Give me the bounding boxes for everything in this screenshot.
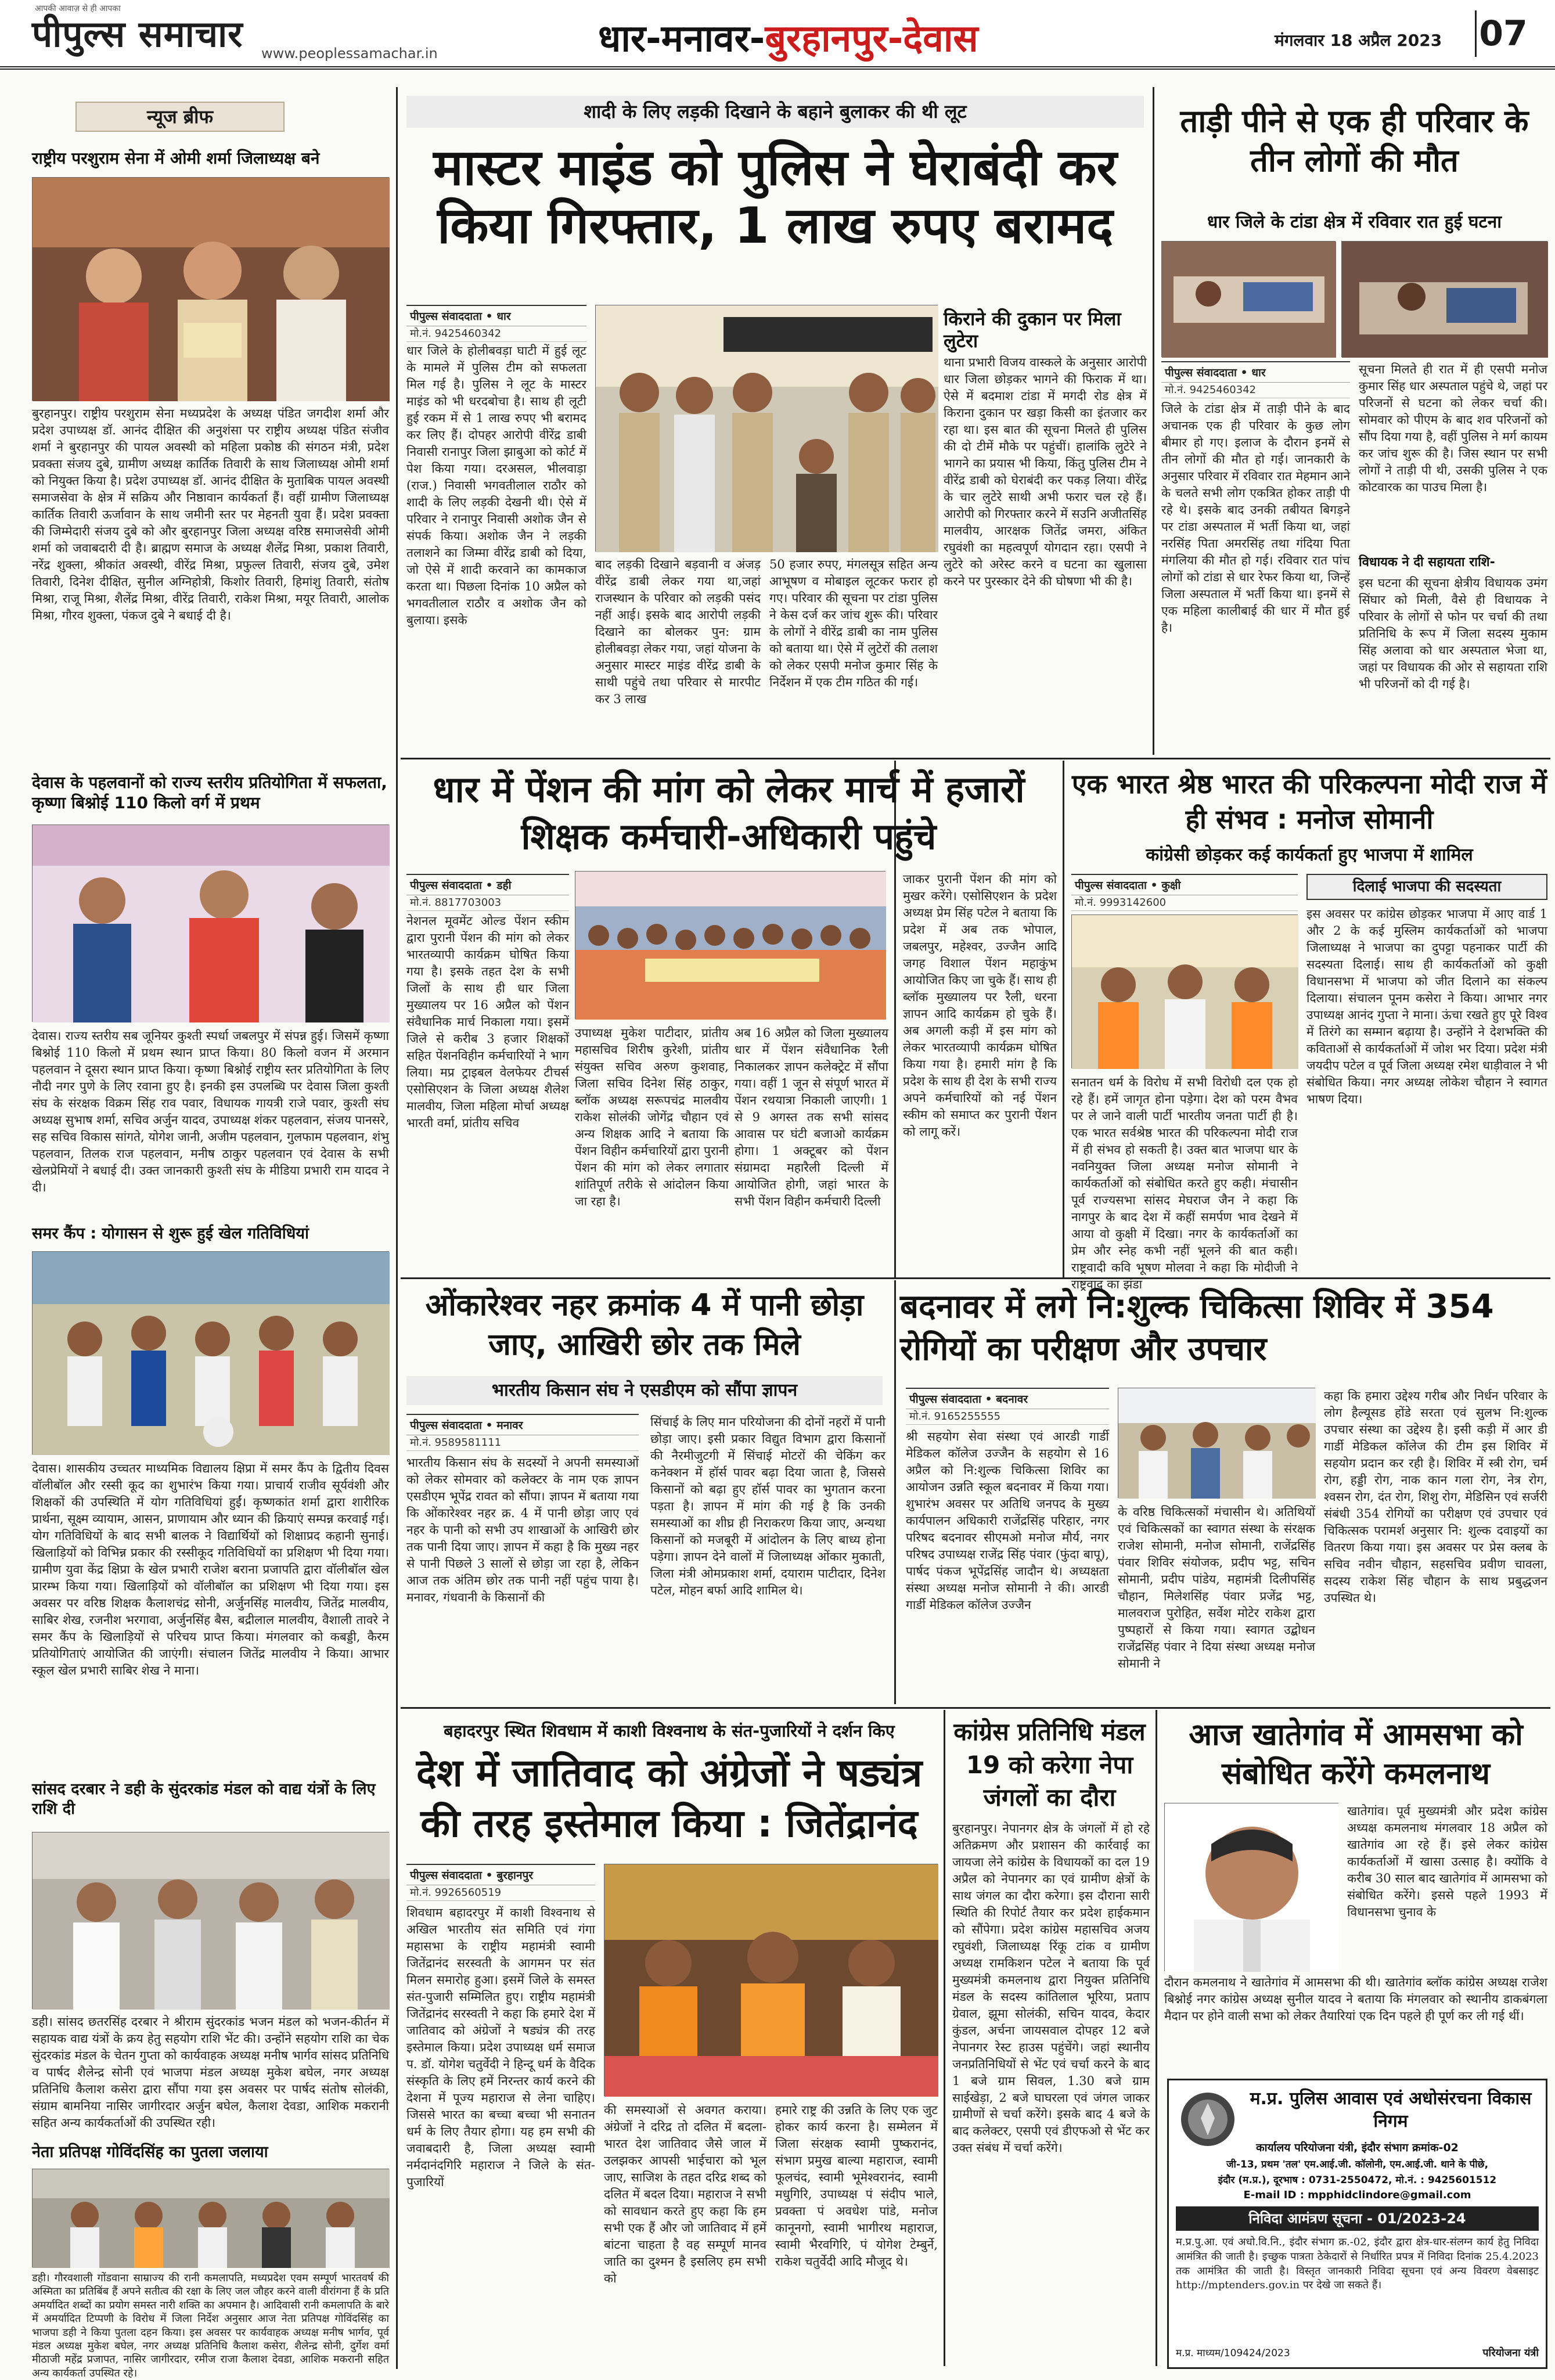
lead-byline — [406, 305, 586, 326]
brief-4-body: डही। सांसद छतरसिंह दरबार ने श्रीराम सुंदरकांड भजन मंडल को भजन-कीर्तन में सहायक वाद्य यंत्रों के क्रय हेतु सहयोग राशि भेंट की। उन्होंने सहयोग राशि का चेक सुंदरकांड मंडल के चेतन गुप्ता को कार्यवाहक अध्यक्ष मनीष भार्गव सांसद प्रतिनिधि व पार्षद शैलेन्द्र सोनी एवं भाजपा मंडल अध्यक्ष मुकेश बघेल, नगर अध्यक्ष प्रतिनिधि कैलाश कसेरा द्वारा सौंपा गया इस अवसर पर पार्षद संतोष सोलंकी, संग्राम बामनिया नासिर जागीरदार अर्जुन बघेल, कैलाश देवडा, आशिक मकरानी सहित अन्य कार्यकर्ताओं की उपस्थित रही। — [32, 2015, 389, 2130]
edition-title — [598, 12, 978, 62]
jitendra-byline — [406, 1864, 595, 1885]
logo-tagline: आपकी आवाज़ से ही आपका — [35, 4, 121, 13]
pension-byline-text: पीपुल्स संवाददाता • डही — [410, 879, 512, 892]
column-rule-right-top — [1153, 87, 1154, 755]
somani-subhead: कांग्रेसी छोड़कर कई कार्यकर्ता हुए भाजपा में शामिल — [1146, 845, 1473, 865]
jitendra-col-3: हमारे राष्ट्र की उन्नति के लिए एक जुट होकर कार्य करना है। सम्मेलन में जिला संरक्षक स्वामी पुष्करानंद, संभाग प्रमुख बाल्या महाराज, स्वामी फूलचंद, स्वामी भूमेश्वरानंद, स्वामी मधुगिरि, उपाध्यक्ष पं संदीप भाले, प्रवक्ता पं अवधेश पांडे, मनोज कानूनगो, स्वामी भागीरथ महाराज, स्वामी भैरवगिरि, पं योगेश टेम्बुर्ने, राकेश चतुर्वेदी आदि मौजूद थे। — [775, 2103, 938, 2269]
brief-1-photo — [32, 177, 389, 401]
camp-headline: बदनावर में लगे नि:शुल्क चिकित्सा शिविर में 354 रोगियों का परीक्षण और उपचार — [900, 1288, 1494, 1368]
toddy-subhead: धार जिले के टांडा क्षेत्र में रविवार रात हुई घटना — [1207, 212, 1502, 232]
brief-1-body: बुरहानपुर। राष्ट्रीय परशुराम सेना मध्यप्रदेश के अध्यक्ष पंडित जगदीश शर्मा और प्रदेश उपाध्यक्ष डॉ. आनंद दीक्षित की अनुशंसा पर राष्ट्रीय अध्यक्ष पंडित संजीव शर्मा ने बुरहानपुर की पायल अवस्थी को महिला प्रकोष्ठ की संगठन मंत्री, प्रदेश प्रवक्ता संजय दुबे, ग्रामीण अध्यक्ष कार्तिक तिवारी के साथ जिलाध्यक्ष ओमी शर्मा को नियुक्त किया है। प्रदेश उपाध्यक्ष डॉ. आनंद दीक्षित के मुताबिक पायल अवस्थी समाजसेवा के क्षेत्र में सक्रिय और निष्ठावान कार्यकर्ता हैं। वहीं ग्रामीण जिलाध्यक्ष कार्तिक तिवारी ऊर्जावान के साथ जमीनी स्तर पर मेहनती युवा हैं। प्रदेश प्रवक्ता की जिम्मेदारी संजय दुबे को और बुरहानपुर जिला अध्यक्ष वरिष्ठ समाजसेवी ओमी शर्मा को जवाबदारी दी है। ब्राह्मण समाज के अध्यक्ष शैलेंद्र मिश्रा, प्रकाश तिवारी, नरेंद्र शुक्ला, श्रीकांत अवस्थी, वीरेंद्र मिश्रा, प्रफुल्ल तिवारी, संजय दुबे, उमेश तिवारी, दिनेश दीक्षित, सुनील अग्निहोत्री, किशोर तिवारी, हिमांशु तिवारी, संतोष मिश्रा, राजू मिश्रा, शैलेंद्र मिश्रा, वीरेंद्र तिवारी, राकेश मिश्रा, मयूर तिवारी, आलोक मिश्रा, गौरव शुक्ला, पंकज दुबे ने बधाई दी है। — [32, 406, 389, 622]
page-number: 07 — [1475, 10, 1530, 57]
jitendra-byline-text: पीपुल्स संवाददाता • बुरहानपुर — [410, 1869, 534, 1882]
section-rule-2 — [401, 1277, 1550, 1279]
lead-col-4: थाना प्रभारी विजय वास्कले के अनुसार आरोपी धार जिला छोड़कर भागने की फिराक में था। ऐसे में बदमाश टांडा में मगदी रोड क्षेत्र में किराना दुकान पर खड़ा किसी का इंतजार कर रहा था। इस बात की सूचना मिलते ही पुलिस की दो टीमें मौके पर पहुंचीं। हालांकि लुटेरे ने भागने का प्रयास भी किया, किंतु पुलिस टीम ने वीरेंद्र डाबी को घेराबंदी कर पकड़ लिया। वीरेंद्र के चार लुटेरे साथी अभी फरार चल रहे हैं। आरोपी को गिरफ्तार करने में सउनि अजीतसिंह मालवीय, आरक्षक जितेंद्र जमरा, अंकित रघुवंशी का महत्वपूर्ण योगदान रहा। एसपी ने लुटेरे को अरेस्ट करने व घटना का खुलासा करने पर पुरस्कार देने की घोषणा भी की है। — [944, 355, 1147, 588]
jitendra-photo — [604, 1864, 938, 2096]
brief-3-body: देवास। शासकीय उच्चतर माध्यमिक विद्यालय क्षिप्रा में समर कैंप के द्वितीय दिवस वॉलीबॉल और रस्सी कूद का शुभारंभ किया गया। प्राचार्य राजीव सूर्यवंशी और शिक्षकों की उपस्थिति में योग गतिविधियां हुईं। कृष्णकांत शर्मा द्वारा शारीरिक प्रार्थना, सूक्ष्म व्यायाम, आसन, प्राणायाम और ध्यान की क्रियाएं सम्पन्न करवाई गई। योग गतिविधियों के बाद सभी बालक ने विद्यार्थियों को शिक्षाप्रद कहानी सुनाई।खिलाड़ियों को विभिन्न प्रकार की रस्सीकूद गतिविधियों का प्रशिक्षण भी दिया गया। ग्रामीण युवा केंद्र क्षिप्रा के खेल प्रभारी राजेश बराना प्रजापति द्वारा वॉलीबॉल खेल प्रारम्भ किया गया। खिलाड़ियों को वॉलीबॉल का प्रशिक्षण भी दिया गया। इस अवसर पर वरिष्ठ शिक्षक कैलाशचंद्र सोनी, अर्जुनसिंह मालवीय, जितेंद्र मालवीय, साबिर शेख, रजनीश भरगावा, अर्जुनसिंह बैस, बद्रीलाल मालवीय, वैशाली तावरे ने समर कैंप के खिलाड़ियों से परिचय प्राप्त किया। मंगलवार को कबड्डी, कैरम प्रतियोगिताएं आयोजित की जाएंगी। संचालन जितेंद्र मालवीय ने किया। आभार स्कूल खेल प्रभारी साबिर शेख ने माना। — [32, 1461, 389, 1677]
canal-subhead: भारतीय किसान संघ ने एसडीएम को सौंपा ज्ञापन — [406, 1376, 883, 1405]
brief-5-headline: नेता प्रतिपक्ष गोविंदसिंह का पुतला जलाया — [32, 2143, 268, 2161]
pension-headline: धार में पेंशन की मांग को लेकर मार्च में हजारों शिक्षक कर्मचारी-अधिकारी पहुंचे — [433, 768, 1025, 858]
column-rule-pension — [1063, 761, 1064, 1277]
jitendra-mobile: मो.नं. 9926560519 — [406, 1884, 595, 1901]
issue-date: मंगलवार 18 अप्रैल 2023 — [1275, 31, 1442, 50]
lead-headline: मास्टर माइंड को पुलिस ने घेराबंदी कर किया गिरफ्तार, 1 लाख रुपए बरामद — [433, 139, 1117, 255]
kamalnath-col-2: दौरान कमलनाथ ने खातेगांव में आमसभा की थी। खातेगांव ब्लॉक कांग्रेस अध्यक्ष राजेश बिश्नोई नगर कांग्रेस अध्यक्ष सुनील यादव ने बताया कि मंगलवार को स्थानीय डाकबंगला मैदान पर होने वाली सभा को लेकर तैयारियां एक दिन पहले ही पूर्ण कर ली गई थीं। — [1164, 1975, 1547, 2023]
tender-city: इंदौर (म.प्र.), दूरभाष : 0731-2550472, मो.नं. : 9425601512 — [1218, 2174, 1497, 2186]
toddy-byline-text: पीपुल्स संवाददाता • धार — [1165, 366, 1266, 379]
pension-col-4: जाकर पुरानी पेंशन की मांग को मुखर करेंगे। एसोसिएशन के प्रदेश अध्यक्ष प्रेम सिंह पटेल ने बताया कि प्रदेश में अब तक भोपाल, जबलपुर, महेश्वर, उज्जैन आदि जगह विशाल पेंशन महाकुंभ आयोजित किए जा चुके हैं। साथ ही ब्लॉक मुख्यालय पर रैली, धरना ज्ञापन आदि कार्यक्रम हो चुके हैं। अब अगली कड़ी में इस मांग को लेकर भारतव्यापी कार्यक्रम घोषित किया गया है। हमारी मांग है कि प्रदेश के साथ ही देश के सभी राज्य अपने कर्मचारियों को नई पेंशन स्कीम को समाप्त कर पुरानी पेंशन को लागू करें। — [903, 872, 1057, 1139]
camp-photo — [1118, 1388, 1315, 1498]
lead-col-1: धार जिले के होलीबवड़ा घाटी में हुई लूट के मामले में पुलिस टीम को सफलता मिल गई है। पुलिस ने लूट के मास्टर माइंड को भी धरदबोचा है। साथ ही लूटी हुई रकम में से 1 लाख रुपए भी बरामद कर लिए हैं। दोपहर आरोपी वीरेंद्र डाबी निवासी रानापुर जिला झाबुआ को कोर्ट में पेश किया गया। दरअसल, भीलवाड़ा (राज.) निवासी भगवतीलाल राठौर को शादी के लिए लड़की देखनी थी। ऐसे में परिवार ने रानापुर निवासी अशोक जैन से संपर्क किया। अशोक जैन ने लड़की तलाशने का जिम्मा वीरेंद्र डाबी को दिया, जो ऐसे में शादी करवाने का कामकाज करता था। पिछला दिनांक 10 अप्रैल को भगवतीलाल राठौर व अशोक जैन को बुलाया। इसके — [406, 344, 586, 627]
somani-headline: एक भारत श्रेष्ठ भारत की परिकल्पना मोदी राज में ही संभव : मनोज सोमानी — [1072, 768, 1547, 835]
toddy-photo-2 — [1341, 241, 1547, 357]
pension-col-2: उपाध्यक्ष मुकेश पाटीदार, प्रांतीय महासचिव शिरीष कुरेशी, प्रांतीय संयुक्त सचिव अरुण कुशवाह, जिला सचिव दिनेश सिंह ठाकुर, ब्लॉक अध्यक्ष सरूपचंद्र मालवीय राकेश सोलंकी जोगेंद्र चौहान एवं अन्य शिक्षक आदि ने बताया कि पेंशन विहीन कर्मचारियों द्वारा पुरानी पेंशन की मांग को लेकर लगातार शांतिपूर्ण तरीके से आंदोलन किया जा रहा है। — [575, 1026, 729, 1208]
edition-title-red: बुरहानपुर-देवास — [765, 17, 978, 60]
lead-photo — [595, 305, 938, 552]
brief-3-headline: समर कैंप : योगासन से शुरू हुई खेल गतिविधियां — [32, 1225, 309, 1243]
toddy-byline — [1161, 361, 1350, 383]
jitendra-col-2: की समस्याओं से अवगत कराया। अंग्रेजों ने दरिद्र तो दलित में बदला- भारत देश जातिवाद जैसे जाल में उलझकर आपसी भाईचारा को भूल जाए, साजिश के तहत दरिद्र शब्द को दलित में बदल दिया। महाराज ने सभी को सावधान करते हुए कहा कि हम सभी एक हैं और जो जातिवाद में हमें बांटना चाहता है वह सम्पूर्ण मानव जाति का दुश्मन है इसलिए हम सभी को — [604, 2103, 766, 2285]
jitendra-col-1: शिवधाम बहादरपुर में काशी विश्वनाथ से अखिल भारतीय संत समिति एवं गंगा महासभा के राष्ट्रीय महामंत्री स्वामी जितेंद्रानंद सरस्वती के आगमन पर संत मिलन समारोह हुआ। इसमें जिले के समस्त संत-पुजारी सम्मिलित हुए। राष्ट्रीय महामंत्री जितेंद्रानंद सरस्वती ने कहा कि हमारे देश में जातिवाद को अंग्रेजों ने षड्यंत्र की तरह इस्तेमाल किया। प्रदेश उपाध्यक्ष धर्म समाज प. डॉ. योगेश चतुर्वेदी ने हिन्दू धर्म के वैदिक संस्कृति के लिए हमें निरन्तर कार्य करने की देशना में पूज्य महाराज से लेना चाहिए। जिससे भारत का बच्चा बच्चा भी सनातन धर्म के लिए तैयार होगा। यह हम सभी की जवाबदारी है, जिला अध्यक्ष स्वामी नर्मदानंदगिरि महाराज ने जिले के संत-पुजारियों — [406, 1906, 595, 2189]
pension-col-3: अब 16 अप्रैल को जिला मुख्यालय धार में पेंशन संवैधानिक रैली निकालकर ज्ञापन कलेक्ट्रेट में सौंपा गया। वहीं 1 जून से संपूर्ण भारत में पेंशन रथयात्रा निकाली जाएगी। 1 से 9 अगस्त तक सभी सांसद आवास पर घंटी बजाओ कार्यक्रम होगा। 1 अक्टूबर को पेंशन संग्रामदा महारैली दिल्ली में आयोजित होगी, जहां भारत के सभी पेंशन विहीन कर्मचारी दिल्ली — [735, 1026, 888, 1208]
canal-col-1: भारतीय किसान संघ के सदस्यों ने अपनी समस्याओं को लेकर सोमवार को कलेक्टर के नाम एक ज्ञापन एसडीएम भूपेंद्र रावत को सौंपा। ज्ञापन में बताया गया कि ओंकारेश्वर नहर क्र. 4 में पानी छोड़ा जाए एवं नहर के पानी को सभी उप शाखाओं के आखिरी छोर तक पानी दिया जाए। ज्ञापन में कहा है कि मुख्य नहर से पानी पिछले 3 सालों से छोड़ा जा रहा है, लेकिन आज तक अंतिम छोर तक पानी नहीं पहुंच पाया है। मनावर, गंधवानी के किसानों की — [406, 1456, 639, 1604]
toddy-col-3: इस घटना की सूचना क्षेत्रीय विधायक उमंग सिंघार को मिली, वैसे ही विधायक ने परिवार के लोगों से फोन पर चर्चा की तथा प्रतिनिधि के रूप में जिला सदस्य मुकाम सिंह अलावा को धार अस्पताल भेजा था, जहां पर विधायक की ओर से सहायता राशि भी परिजनों को दी गई है। — [1359, 576, 1547, 691]
somani-photo — [1071, 914, 1298, 1068]
somani-byline-text: पीपुल्स संवाददाता • कुक्षी — [1075, 879, 1181, 892]
column-rule-mid-2 — [894, 1280, 896, 1704]
section-rule-1 — [401, 758, 1550, 759]
camp-mobile: मो.नं. 9165255555 — [906, 1408, 1109, 1425]
column-rule-mid-4 — [1156, 1710, 1157, 2366]
canal-mobile: मो.नं. 9589581111 — [406, 1434, 639, 1451]
somani-col-2: इस अवसर पर कांग्रेस छोड़कर भाजपा में आए वार्ड 1 और 2 के कई मुस्लिम कार्यकर्ताओं को भाजपा जिलाध्यक्ष ने भाजपा का दुपट्टा पहनाकर पार्टी की सदस्यता दिलाई। साथ ही कार्यकर्ताओं को कुक्षी विधानसभा में भाजपा को जीत दिलाने का संकल्प दिलाया। संचालन पूनम कसेरा ने किया। आभार नगर उपाध्यक्ष आनंद गुप्ता ने माना। ऊंचा रखते हुए पूरे विश्व में तिरंगे का सम्मान बढ़ाया है। उन्होंने ने देशभक्ति की कविताओं से कार्यकर्ताओं में जोश भर दिया। प्रदेश मंत्री जयदीप पटेल व पूर्व जिला अध्यक्ष रमेश धाड़ीवाल ने भी संबोधित किया। नगर अध्यक्ष लोकेश चौहान ने स्वागत भाषण दिया। — [1306, 907, 1547, 1106]
toddy-col-1: जिले के टांडा क्षेत्र में ताड़ी पीने के बाद अचानक एक ही परिवार के कुछ लोग बीमार हो गए। इलाज के दौरान इनमें से तीन लोगों की मौत हो गई। जानकारी के अनुसार परिवार में रविवार रात मेहमान आने के चलते सभी लोग एकत्रित होकर ताड़ी पी रहे थे। इसके बाद उनकी तबीयत बिगड़ने पर टांडा अस्पताल में भर्ती किया था, जहां नरसिंह पिता अमरसिंह तथा गंदिया पिता मंगलिया की मौत हो गई। रविवार रात पांच लोगों को टांडा से धार रेफर किया था, जिन्हें जिला अस्पताल में भर्ती किया था। इनमें से एक महिला कालीबाई की धार में मौत हुई है। — [1161, 402, 1350, 635]
camp-byline-text: पीपुल्स संवाददाता • बदनावर — [909, 1393, 1028, 1406]
canal-col-2: सिंचाई के लिए मान परियोजना की दोनों नहरों में पानी छोड़ा जाए। इसी प्रकार विद्युत विभाग द्वारा किसानों की नैरमीजुटगी में सिंचाई मोटरों की चेकिंग कर कनेक्शन में हॉर्स पावर बढ़ा दिया जाता है, जिससे किसानों को बढ़ा हुए हॉर्स पावर का भुगतान करना पड़ता है। ज्ञापन में मांग की गई है कि उनकी समस्याओं का शीघ्र ही निराकरण किया जाए, अन्यथा किसानों को मजबूरी में आंदोलन के लिए बाध्य होना पड़ेगा। ज्ञापन देने वालों में जिलाध्यक्ष ओंकार मुकाती, जिला मंत्री ओमप्रकाश शर्मा, दयाराम पाटीदार, दिनेश पटेल, मोहन बर्फा आदि शामिल थे। — [650, 1415, 886, 1597]
lead-col-2: बाद लड़की दिखाने बड़वानी व अंजड़ वीरेंद्र डाबी लेकर गया था,जहां राजस्थान के परिवार को लड़की पसंद नहीं आई। इसके बाद आरोपी लड़की दिखाने का बोलकर पुन: ग्राम होलीबवड़ा लेकर गया, जहां योजना के अनुसार मास्टर माइंड वीरेंद्र डाबी के साथी पहुंचे तथा परिवार से मारपीट कर 3 लाख — [595, 557, 761, 706]
brief-4-headline: सांसद दरबार ने डही के सुंदरकांड मंडल को वाद्य यंत्रों के लिए राशि दी — [32, 1780, 376, 1818]
camp-byline — [906, 1388, 1109, 1409]
brief-2-body: देवास। राज्य स्तरीय सब जूनियर कुश्ती स्पर्धा जबलपुर में संपन्न हुई। जिसमें कृष्णा बिश्नोई 110 किलो में प्रथम स्थान प्राप्त किया। 80 किलो वजन में अरमान पहलवान ने दूसरा स्थान प्राप्त किया। कृष्णा बिश्नोई राष्ट्रीय स्तर प्रतियोगिता के लिए नौदी नगर पुणे के लिए रवाना हुए है। इनकी इस उपलब्धि पर देवास जिला कुश्ती संघ के संरक्षक विक्रम सिंह राव पवार, विधायक गायत्री राजे पवार, कुश्ती संघ अध्यक्ष सुभाष शर्मा, सचिव अर्जुन यादव, उपाध्यक्ष शंकर पहलवान, संजय पानसरे, सह सचिव विकास सांगते, योगेश जानी, अजीम पहलवान, गुलफाम पहलवान, शंभु पहलवान, तिलक राज पहलवान, मनीष ठाकुर पहलवान एवं देवास के सभी खेलप्रेमियों ने बधाई दी। उक्त जानकारी कुश्ती संघ के मीडिया प्रभारी राम यादव ने दी। — [32, 1029, 389, 1194]
newspaper-logo: पीपुल्स समाचार — [32, 13, 243, 55]
somani-col-1: सनातन धर्म के विरोध में सभी विरोधी दल एक हो रहे हैं। हमें जागृत होना पड़ेगा। देश को परम वैभव पर ले जाने वाली पार्टी भारतीय जनता पार्टी ही है। एक भारत सर्वश्रेष्ठ भारत की परिकल्पना मोदी राज में ही संभव हो सकती है। उक्त बात भाजपा धार के नवनियुक्त जिला अध्यक्ष मनोज सोमानी ने कार्यकर्ताओं को संबोधित करते हुए कही। मंचासीन पूर्व राज्यसभा सांसद मेघराज जैन ने कहा कि नागपुर के बाद देश में कहीं समर्पण भाव देखने में आया वो कुक्षी में दिखा। नगर के कार्यकर्ताओं का प्रेम और स्नेह कभी नहीं भूलने की बात कही। राष्ट्रवादी कवि भूषण मोलवा ने कहा कि मोदीजी ने राष्ट्रवाद का झंडा — [1071, 1075, 1298, 1291]
brief-5-photo — [32, 2169, 389, 2267]
brief-3-photo — [32, 1251, 389, 1454]
pension-byline — [406, 874, 569, 895]
nepa-body: बुरहानपुर। नेपानगर क्षेत्र के जंगलों में हो रहे अतिक्रमण और प्रशासन की कार्रवाई का जायजा लेने कांग्रेस के विधायकों का दल 19 अप्रैल को नेपानगर का एवं ग्रामीण क्षेत्रों के साथ जंगल का दौरा करेगा। इस दौराना सारी स्थिति की रिपोर्ट तैयार कर प्रदेश हाईकमान को सौंपेगा। प्रदेश कांग्रेस महासचिव अजय रघुवंशी, जिलाध्यक्ष रिंकू टांक व ग्रामीण अध्यक्ष रामकिशन पटेल ने बताया कि पूर्व मुख्यमंत्री कमलनाथ द्वारा नियुक्त प्रतिनिधि मंडल के सदस्य कांतिलाल भूरिया, प्रताप ग्रेवाल, झूमा सोलंकी, सचिन यादव, केदार कुंडल, अर्चना जायसवाल दोपहर 12 बजे नेपानगर रेस्ट हाउस पहुंचेंगे। जहां स्थानीय जनप्रतिनिधियों से भेंट एवं चर्चा करने के बाद 1 बजे ग्राम सिवल, 1.30 बजे ग्राम साईखेड़ा, 2 बजे घाघरला एवं जंगल जाकर ग्रामीणों से चर्चा करेंगे। इसके बाद 4 बजे के बाद कलेक्टर, एसपी एवं डीएफओ से भेंट कर उक्त संबंध में चर्चा करेंगे। — [952, 1821, 1150, 2155]
edition-title-black: धार-मनावर- — [598, 17, 765, 60]
tender-office: कार्यालय परियोजना यंत्री, इंदौर संभाग क्रमांक-02 — [1256, 2141, 1459, 2154]
pension-mobile: मो.नं. 8817703003 — [406, 894, 569, 911]
jitendra-kicker: बहादरपुर स्थित शिवधाम में काशी विश्वनाथ के संत-पुजारियों ने दर्शन किए — [444, 1721, 895, 1741]
camp-col-3: कहा कि हमारा उद्देश्य गरीब और निर्धन परिवार के लोग हैल्यूसड होंडे सरता एवं सुलभ नि:शुल्क उपचार संस्था का उद्देश्य है। इसी कड़ी में आर डी गार्डी मेडिकल कॉलेज की टीम इस शिविर में सहयोग प्रदान कर रही है। शिविर में स्त्री रोग, चर्म रोग, हड्डी रोग, नाक कान गला रोग, नेत्र रोग, श्वसन रोग, दंत रोग, शिशु रोग, मेडिसिन एवं सर्जरी संबंधी 354 रोगियों का परीक्षण एवं उपचार एवं चिकित्सक परामर्श अनुसार नि: शुल्क दवाइयों का वितरण किया गया। इस अवसर पर प्रेस क्लब के सचिव नवीन चौहान, सहसचिव प्रवीण चावला, सदस्य राकेश सिंह चौहान के साथ प्रबुद्धजन उपस्थित थे। — [1324, 1389, 1547, 1605]
somani-mobile: मो.नं. 9993142600 — [1071, 894, 1298, 911]
tender-footer-right: परियोजना यंत्री — [1482, 2347, 1539, 2359]
toddy-photo-1 — [1161, 241, 1336, 357]
camp-col-1: श्री सहयोग सेवा संस्था एवं आरडी गार्डी मेडिकल कॉलेज उज्जैन के सहयोग से 16 अप्रैल को नि:शुल्क चिकित्सा शिविर का आयोजन उन्नति स्कूल बदनावर में किया गया। शुभारंभ अवसर पर अतिथि जनपद के मुख्य कार्यपालन अधिकारी राजेंद्रसिंह परिहार, नगर परिषद बदनावर सीएमओ मनोज मौर्य, नगर परिषद उपाध्यक्ष राजेंद्र सिंह पंवार (फुंदा बापू), पार्षद पंकज भूपेंद्रसिंह जादौन थे। अध्यक्षता संस्था अध्यक्ष मनोज सोमानी ने की। आरडी गार्डी मेडिकल कॉलेज उज्जैन — [906, 1430, 1109, 1612]
tender-footer-left: म.प्र. माध्यम/109424/2023 — [1176, 2347, 1290, 2359]
tender-notice-title: निविदा आमंत्रण सूचना - 01/2023-24 — [1176, 2206, 1539, 2231]
brief-2-photo — [32, 824, 389, 1022]
canal-byline — [406, 1414, 639, 1435]
toddy-col-2: सूचना मिलते ही रात में ही एसपी मनोज कुमार सिंह धार अस्पताल पहुंचे थे, जहां पर परिजनों से घटना को लेकर चर्चा की। सोमवार को पीएम के बाद शव परिजनों को सौंप दिया गया है, वहीं पुलिस ने मर्ग कायम कर जांच शुरू की है। जिस स्थान पर सभी लोगों ने ताड़ी पी थी, उसकी पुलिस ने एक कोटवारक का पाउच मिला है। — [1359, 362, 1547, 494]
lead-byline-text: पीपुल्स संवाददाता • धार — [410, 310, 511, 323]
brief-5-body: डही। गौरवशाली गोंडवाना साम्राज्य की रानी कमलापति, मध्यप्रदेश एवम सम्पूर्ण भारतवर्ष की अस्मिता का प्रतिबिंब हैं अपने सतीत्व की रक्षा के लिए जल जौहर करने वाली वीरांगना हैं के प्रति अमर्यादित शब्दों का प्रयोग समस्त नारी शक्ति का अपमान है। आदिवासी रानी कमलापति के बारे में अमर्यादित टिप्पणी के विरोध में जिला निर्देश अनुसार आज नेता प्रतिपक्ष गोविंदसिंह का भाजपा डही ने किया पुतला दहन किया। इस अवसर पर कार्यवाहक अध्यक्ष मनीष भार्गव, पूर्व मंडल अध्यक्ष मुकेश बघेल, नगर अध्यक्ष प्रतिनिधि कैलाश कसेरा, शैलेन्द्र सोनी, दुर्गेश वर्मा मीठाजी महेंद्र प्रजापत, नासिर जागीरदार, रमीज राजा कैलाश देवडा, आशिक मकरानी सहित अन्य कार्यकर्ता उपस्थित रहे। — [32, 2272, 389, 2379]
somani-byline — [1071, 874, 1298, 895]
news-brief-label: न्यूज ब्रीफ — [75, 102, 285, 132]
kamalnath-photo — [1164, 1803, 1338, 1971]
tender-email[interactable]: E-mail ID : mpphidclindore@gmail.com — [1243, 2189, 1471, 2201]
brief-1-headline: राष्ट्रीय परशुराम सेना में ओमी शर्मा जिलाध्यक्ष बने — [32, 149, 320, 168]
lead-col-3: 50 हजार रुपए, मंगलसूत्र सहित अन्य आभूषण व मोबाइल लूटकर फरार हो गए। परिवार की सूचना पर टांडा पुलिस ने केस दर्ज कर जांच शुरू की। परिवार के लोगों ने वीरेंद्र डाबी का नाम पुलिस को बताया था। ऐसे में लुटेरों की तलाश को लेकर एसपी मनोज कुमार सिंह के निर्देशन में एक टीम गठित की गई। — [769, 557, 938, 689]
nepa-headline: कांग्रेस प्रतिनिधि मंडल 19 को करेगा नेपा जंगलों का दौरा — [953, 1718, 1146, 1812]
section-rule-3 — [401, 1707, 1550, 1709]
pension-photo — [575, 871, 886, 1019]
kamalnath-col-1: खातेगांव। पूर्व मुख्यमंत्री और प्रदेश कांग्रेस अध्यक्ष कमलनाथ मंगलवार 18 अप्रैल को खातेगांव आ रहे हैं। इसे लेकर कांग्रेस कार्यकर्ताओं में खासा उत्साह है। क्योंकि वे करीब 30 साल बाद खातेगांव में आमसभा को संबोधित करेंगे। इससे पहले 1993 में विधानसभा चुनाव के — [1347, 1804, 1547, 1919]
canal-byline-text: पीपुल्स संवाददाता • मनावर — [410, 1419, 523, 1432]
pension-col-1: नेशनल मूवमेंट ओल्ड पेंशन स्कीम द्वारा पुरानी पेंशन की मांग को लेकर भारतव्यापी कार्यक्रम घोषित किया गया है। इसके तहत देश के सभी जिलों के साथ ही धार जिला मुख्यालय पर 16 अप्रैल को पेंशन संवैधानिक मार्च निकाला गया। इसमें जिले से करीब 3 हजार शिक्षकों सहित पेंशनविहीन कर्मचारियों ने भाग लिया। मप्र ट्राइबल वेलफेयर टीचर्स एसोसिएशन के जिला अध्यक्ष शैलेश मालवीय, जिला महिला मोर्चा अध्यक्ष भारती वर्मा, प्रांतीय सचिव — [406, 914, 569, 1130]
brief-4-photo — [32, 1832, 389, 2009]
tender-body: म.प्र.पु.आ. एवं अधो.वि.नि., इंदौर संभाग क्र.-02, इंदौर द्वारा क्षेत्र-धार-संलग्न कार्य हेतु निविदा आमंत्रित की जाती है। इच्छुक पात्रता ठेकेदारों से निर्धारित प्रपत्र में निविदा दिनांक 25.4.2023 तक आमंत्रित की जाती है। विस्तृत जानकारी निविदा सूचना एवं अन्य विवरण वेबसाइट http://mptenders.gov.in पर देखे जा सकते हैं। — [1176, 2236, 1539, 2292]
lead-kicker: शादी के लिए लड़की दिखाने के बहाने बुलाकर की थी लूट — [406, 96, 1144, 128]
camp-col-2: के वरिष्ठ चिकित्सकों मंचासीन थे। अतिथियों एवं चिकित्सकों का स्वागत संस्था के संरक्षक राजेश सोमानी, मनोज सोमानी, राजेंद्रसिंह पंवार शिविर संयोजक, प्रदीप भट्ट, सचिन सोमानी, प्रदीप पांडेय, महामंत्री दिलीपसिंह चौहान, मिलेशसिंह पंवार प्रजेंद्र भट्ट, मालवराज पुरोहित, सर्वेश मोटेर राकेश द्वारा पुष्पहारों से किया गया। स्वागत उद्बोधन राजेंद्रसिंह पंवार ने दिया संस्था अध्यक्ष मनोज सोमानी ने — [1118, 1505, 1315, 1670]
lead-mobile: मो.नं. 9425460342 — [406, 325, 586, 342]
somani-box-label: दिलाई भाजपा की सदस्यता — [1306, 874, 1547, 900]
jitendra-headline: देश में जातिवाद को अंग्रेजों ने षड्यंत्र की तरह इस्तेमाल किया : जितेंद्रानंद — [416, 1751, 923, 1846]
column-rule-mid-3 — [944, 1710, 945, 2366]
column-rule-left — [396, 87, 398, 2369]
brief-2-headline: देवास के पहलवानों को राज्य स्तरीय प्रतियोगिता में सफलता, कृष्णा बिश्नोई 110 किलो वर्ग में प्रथम — [32, 773, 387, 812]
toddy-headline: ताड़ी पीने से एक ही परिवार के तीन लोगों की मौत — [1180, 103, 1529, 179]
toddy-aid-label: विधायक ने दी सहायता राशि- — [1359, 555, 1495, 570]
kamalnath-headline: आज खातेगांव में आमसभा को संबोधित करेंगे कमलनाथ — [1189, 1718, 1523, 1791]
toddy-mobile: मो.नं. 9425460342 — [1161, 381, 1350, 398]
canal-headline: ओंकारेश्वर नहर क्रमांक 4 में पानी छोड़ा जाए, आखिरी छोर तक मिले — [425, 1288, 864, 1362]
tender-address: जी-13, प्रथम 'तल' एम.आई.जी. कॉलोनी, एम.आई.जी. थाने के पीछे, — [1226, 2159, 1489, 2170]
lead-subhead: किराने की दुकान पर मिला लुटेरा — [944, 308, 1121, 352]
tender-org: म.प्र. पुलिस आवास एवं अधोसंरचना विकास निगम — [1250, 2089, 1532, 2131]
website-url[interactable]: www.peoplessamachar.in — [261, 45, 438, 62]
